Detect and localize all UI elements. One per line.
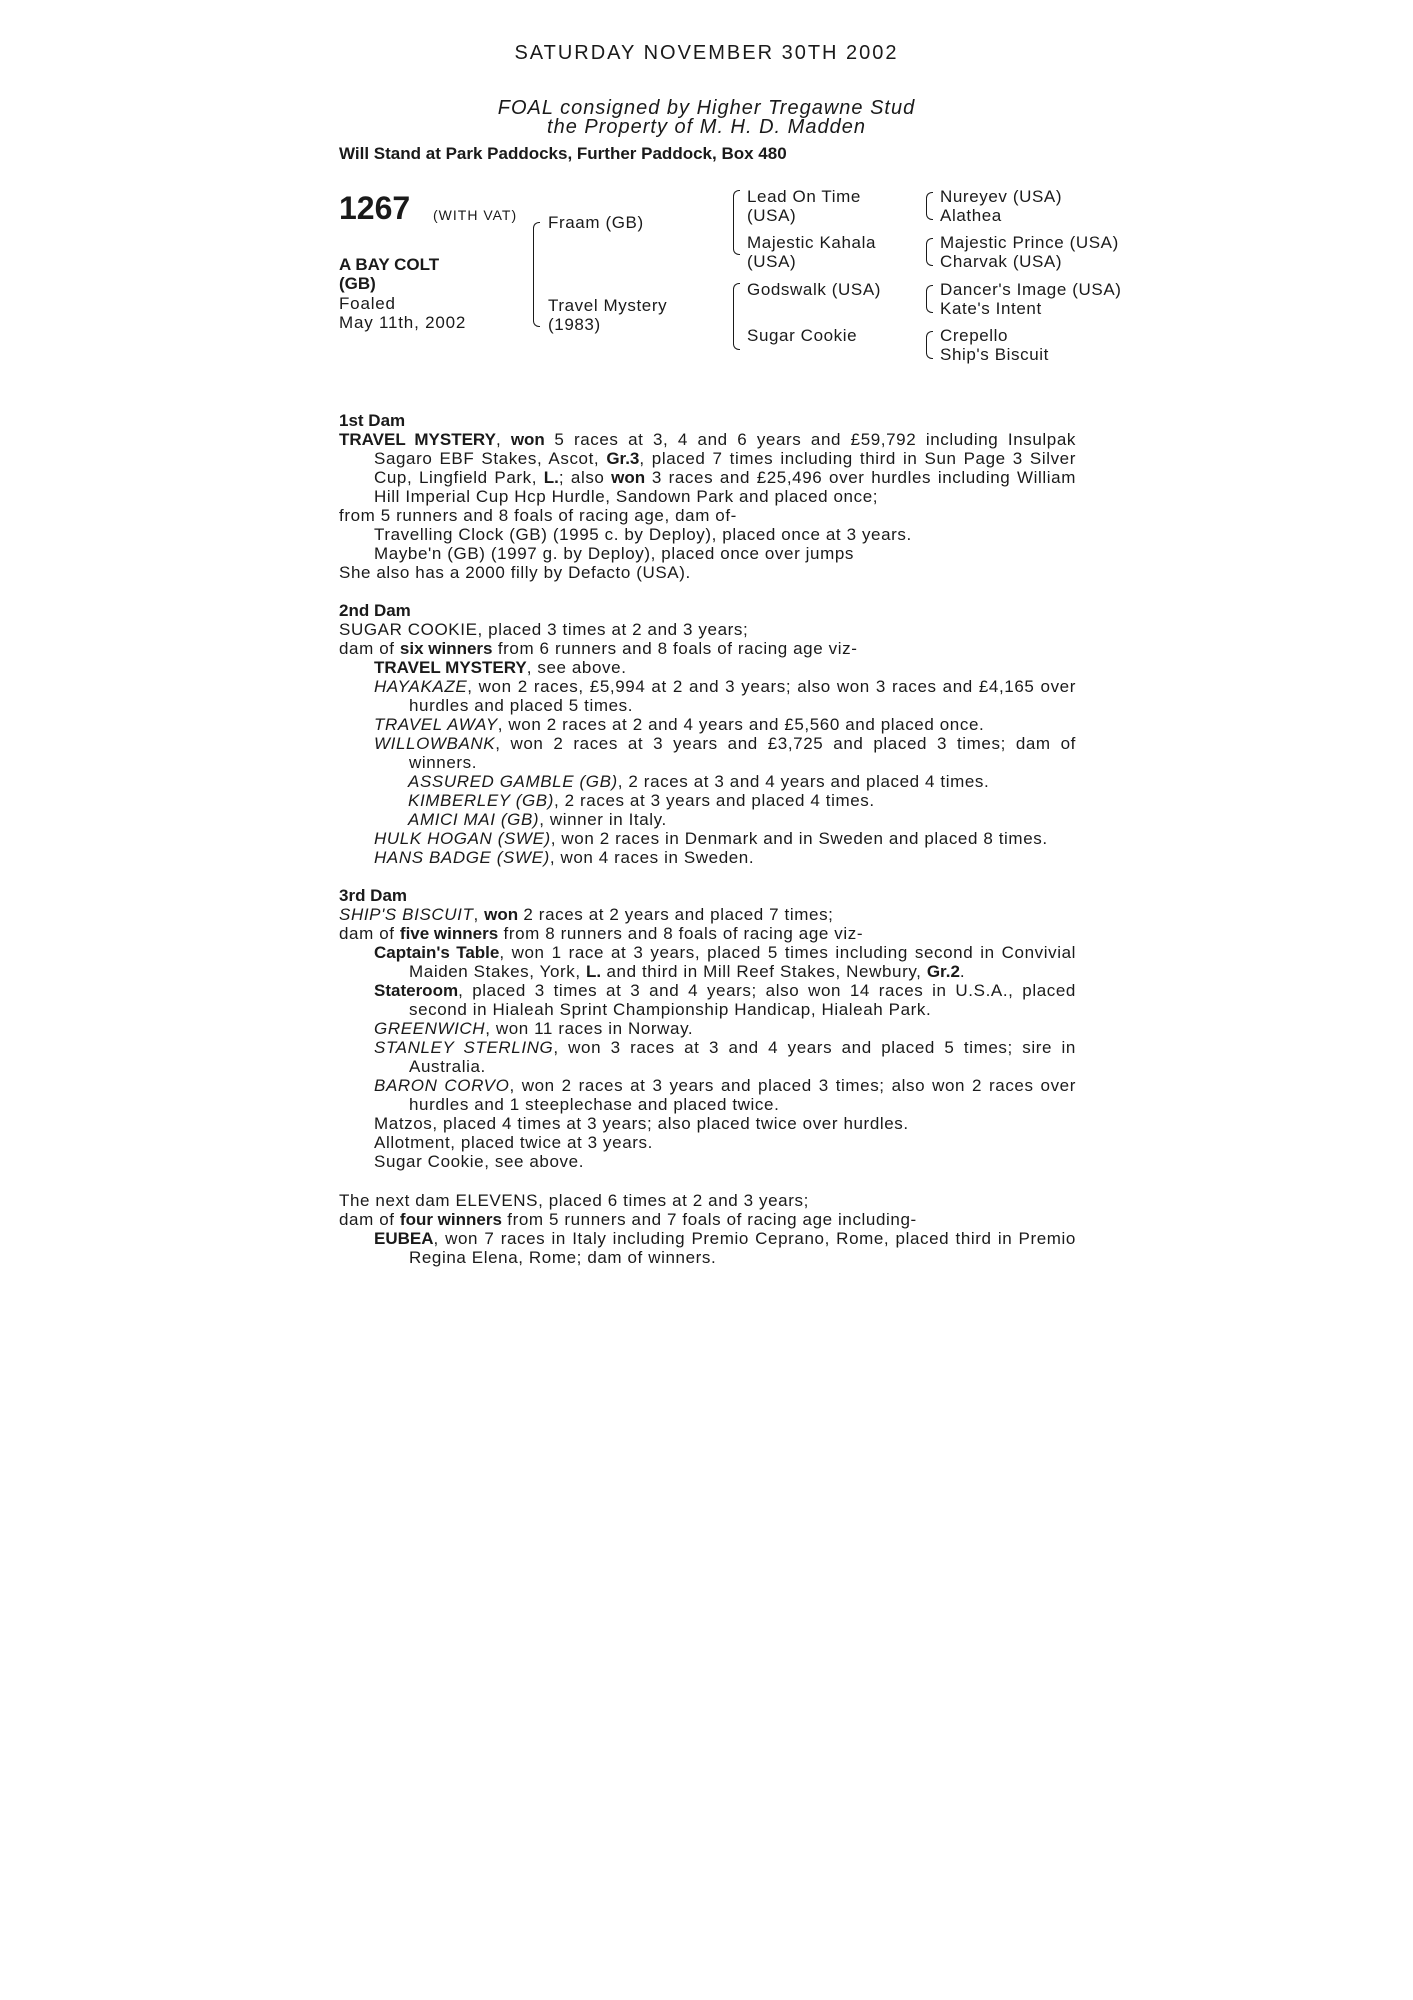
pedigree-gen2-1 — [747, 187, 861, 225]
consignor-info — [0, 99, 1413, 137]
listed-label: L. — [543, 468, 559, 487]
horse-name: ASSURED GAMBLE (GB) — [408, 772, 618, 791]
dam-of-line — [339, 1210, 1076, 1229]
foaled-info — [339, 294, 466, 332]
text: , won 2 races at 3 years and placed 3 times; also won 2 races over hurdles and 1 steeplechase and placed twice. — [409, 1076, 1076, 1114]
text: , 2 races at 3 and 4 years and placed 4 times. — [617, 772, 990, 791]
pedigree-name: (USA) — [747, 252, 797, 271]
progeny-line: Travelling Clock (GB) (1995 c. by Deploy), placed once at 3 years. — [374, 525, 912, 544]
text: , placed 3 times at 3 and 4 years; also won 14 races in U.S.A., placed second in Hialeah Sprint Championship Handicap, Hialeah Park. — [409, 981, 1076, 1019]
pedigree-brace — [926, 206, 933, 220]
progeny-line — [339, 734, 1076, 772]
won-label: won — [611, 468, 646, 487]
text: , won 2 races at 2 and 4 years and £5,560 and placed once. — [497, 715, 985, 734]
text: 2 races at 2 years and placed 7 times; — [518, 905, 834, 924]
dam-of-line — [339, 639, 1076, 658]
foaled-date: May 11th, 2002 — [339, 313, 467, 332]
progeny-line — [339, 829, 1076, 848]
pedigree-dam-name: Travel Mystery — [548, 296, 668, 315]
progeny-line — [339, 1229, 1076, 1267]
text: , won 7 races in Italy including Premio Ceprano, Rome, placed third in Premio Regina Elena, Rome; dam of winners. — [409, 1229, 1076, 1267]
pedigree-gen2-2 — [747, 233, 876, 271]
pedigree-gen3-3 — [940, 280, 1122, 318]
pedigree-brace — [926, 192, 933, 207]
pedigree-name: Alathea — [940, 206, 1002, 225]
pedigree-brace — [926, 238, 933, 253]
text: , won 4 races in Sweden. — [549, 848, 755, 867]
foaled-label: Foaled — [339, 294, 396, 313]
text: , won 3 races at 3 and 4 years and placed 5 times; sire in Australia. — [409, 1038, 1076, 1076]
pedigree-gen2-3: Godswalk (USA) — [747, 280, 882, 299]
text: , — [473, 905, 485, 924]
dam-record — [339, 905, 1076, 924]
text: dam of — [339, 1210, 400, 1229]
progeny-line — [339, 1019, 1076, 1038]
text: 3 races and £25,496 over hurdles including William Hill Imperial Cup Hcp Hurdle, Sandown Park and placed once; — [374, 468, 1076, 506]
horse-name: HANS BADGE (SWE) — [374, 848, 550, 867]
horse-name: STANLEY STERLING — [374, 1038, 554, 1057]
horse-name: HAYAKAZE — [374, 677, 468, 696]
pedigree-sire: Fraam (GB) — [548, 213, 644, 232]
text: dam of — [339, 924, 400, 943]
pedigree-brace — [926, 285, 933, 300]
pedigree-name: Ship's Biscuit — [940, 345, 1049, 364]
section-heading: 1st Dam — [339, 411, 406, 430]
progeny-line: Maybe'n (GB) (1997 g. by Deploy), placed once over jumps — [374, 544, 855, 563]
horse-name: EUBEA — [374, 1229, 434, 1248]
third-dam-section — [339, 886, 1076, 1171]
horse-name: HULK HOGAN (SWE) — [374, 829, 551, 848]
next-dam-section — [339, 1191, 1076, 1267]
pedigree-gen3-2 — [940, 233, 1119, 271]
vat-note: (WITH VAT) — [433, 207, 518, 223]
dam-record: The next dam ELEVENS, placed 6 times at 2 and 3 years; — [339, 1191, 809, 1210]
pedigree-name: (USA) — [747, 206, 797, 225]
pedigree-brace — [926, 331, 933, 346]
text: and third in Mill Reef Stakes, Newbury, — [601, 962, 927, 981]
progeny-line — [339, 1076, 1076, 1114]
grade-label: Gr.3 — [606, 449, 640, 468]
won-label: won — [510, 430, 545, 449]
horse-name: GREENWICH — [374, 1019, 486, 1038]
horse-name: KIMBERLEY (GB) — [408, 791, 555, 810]
pedigree-name: Charvak (USA) — [940, 252, 1063, 271]
text: , won 2 races, £5,994 at 2 and 3 years; also won 3 races and £4,165 over hurdles and placed 5 times. — [409, 677, 1076, 715]
section-heading: 3rd Dam — [339, 886, 408, 905]
progeny-line — [339, 791, 1076, 810]
text: . — [959, 962, 966, 981]
horse-name: TRAVEL MYSTERY — [374, 658, 527, 677]
horse-name: TRAVEL AWAY — [374, 715, 498, 734]
horse-name: Stateroom — [374, 981, 459, 1000]
progeny-line — [339, 715, 1076, 734]
winners-count: five winners — [399, 924, 499, 943]
pedigree-name: Majestic Kahala — [747, 233, 877, 252]
section-heading: 2nd Dam — [339, 601, 411, 620]
text: 5 races at 3, 4 and 6 years and £59,792 including Insulpak Sagaro EBF Stakes, Ascot, — [374, 430, 1077, 468]
pedigree-brace — [926, 345, 933, 359]
grade-label: Gr.2 — [926, 962, 960, 981]
pedigree-name: Dancer's Image (USA) — [940, 280, 1122, 299]
text: , won 2 races in Denmark and in Sweden and placed 8 times. — [550, 829, 1048, 848]
consignor-line: FOAL consigned by Higher Tregawne Stud — [497, 97, 916, 119]
progeny-line: Matzos, placed 4 times at 3 years; also placed twice over hurdles. — [374, 1114, 909, 1133]
progeny-line — [339, 677, 1076, 715]
progeny-line — [339, 981, 1076, 1019]
progeny-line: Sugar Cookie, see above. — [374, 1152, 585, 1171]
progeny-line — [339, 943, 1076, 981]
horse-description: A BAY COLT (GB) — [339, 255, 440, 293]
text: , 2 races at 3 years and placed 4 times. — [554, 791, 875, 810]
pedigree-brace — [926, 252, 933, 266]
winners-count: six winners — [399, 639, 493, 658]
pedigree-brace — [533, 276, 540, 327]
horse-name: WILLOWBANK — [374, 734, 496, 753]
horse-name: Captain's Table — [374, 943, 500, 962]
second-dam-section — [339, 601, 1076, 867]
pedigree-dam-year: (1983) — [548, 315, 601, 334]
progeny-line — [339, 848, 1076, 867]
winners-count: four winners — [399, 1210, 502, 1229]
horse-name: AMICI MAI (GB) — [408, 810, 540, 829]
first-dam-section — [339, 411, 1076, 582]
text: , see above. — [526, 658, 627, 677]
runners-line: from 5 runners and 8 foals of racing age, dam of- — [339, 506, 737, 525]
dam-record: SUGAR COOKIE, placed 3 times at 2 and 3 years; — [339, 620, 749, 639]
stand-location: Will Stand at Park Paddocks, Further Paddock, Box 480 — [339, 144, 787, 163]
pedigree-brace — [733, 283, 740, 318]
pedigree-dam — [548, 296, 667, 334]
progeny-line: Allotment, placed twice at 3 years. — [374, 1133, 653, 1152]
property-line: the Property of M. H. D. Madden — [547, 116, 866, 138]
pedigree-brace — [926, 299, 933, 313]
pedigree-name: Nureyev (USA) — [940, 187, 1063, 206]
lot-number: 1267 — [339, 190, 411, 226]
pedigree-name: Lead On Time — [747, 187, 861, 206]
pedigree-gen2-4: Sugar Cookie — [747, 326, 858, 345]
text: from 8 runners and 8 foals of racing age viz- — [498, 924, 864, 943]
text: , — [495, 430, 511, 449]
text: from 5 runners and 7 foals of racing age including- — [501, 1210, 917, 1229]
pedigree-brace — [533, 222, 540, 277]
pedigree-brace — [733, 220, 740, 255]
text: , won 2 races at 3 years and £3,725 and placed 3 times; dam of winners. — [409, 734, 1076, 772]
text: , won 1 race at 3 years, placed 5 times including second in Convivial Maiden Stakes, York, — [409, 943, 1077, 981]
pedigree-brace — [733, 317, 740, 350]
sale-date: SATURDAY NOVEMBER 30TH 2002 — [514, 42, 899, 64]
horse-name: TRAVEL MYSTERY — [339, 430, 496, 449]
text: dam of — [339, 639, 400, 658]
text: , placed 7 times including third in Sun Page 3 Silver Cup, Lingfield Park, — [374, 449, 1076, 487]
text: ; also — [558, 468, 612, 487]
pedigree-gen3-4 — [940, 326, 1049, 364]
listed-label: L. — [586, 962, 602, 981]
progeny-line — [339, 1038, 1076, 1076]
horse-name: SHIP'S BISCUIT — [339, 905, 474, 924]
dam-of-line — [339, 924, 1076, 943]
progeny-line — [339, 772, 1076, 791]
pedigree-name: Crepello — [940, 326, 1009, 345]
text: from 6 runners and 8 foals of racing age viz- — [492, 639, 858, 658]
dam-record — [339, 430, 1076, 506]
text: , won 11 races in Norway. — [485, 1019, 694, 1038]
also-line: She also has a 2000 filly by Defacto (USA). — [339, 563, 691, 582]
pedigree-gen3-1 — [940, 187, 1062, 225]
won-label: won — [484, 905, 519, 924]
pedigree-name: Majestic Prince (USA) — [940, 233, 1119, 252]
pedigree-name: Kate's Intent — [940, 299, 1042, 318]
pedigree-brace — [733, 190, 740, 221]
horse-name: BARON CORVO — [374, 1076, 510, 1095]
progeny-line — [339, 810, 1076, 829]
progeny-line — [339, 658, 1076, 677]
text: , winner in Italy. — [539, 810, 667, 829]
